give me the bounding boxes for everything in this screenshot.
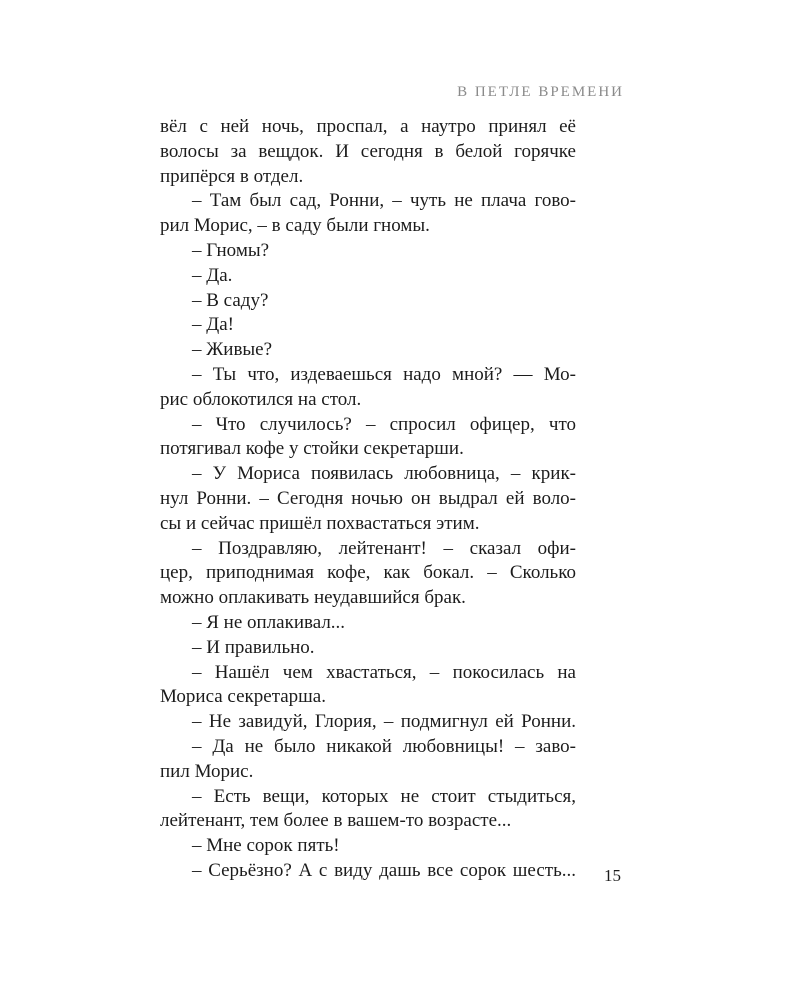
text-line: – Живые?	[192, 339, 273, 361]
text-line: – Да не было никакой любовницы! – заво-	[192, 735, 576, 757]
text-line: припёрся в отдел.	[160, 165, 304, 187]
text-line: – Я не оплакивал...	[192, 611, 346, 633]
body-text	[160, 115, 576, 884]
text-line: сы и сейчас пришёл похвастаться этим.	[160, 512, 480, 534]
text-line: вёл с ней ночь, проспал, а наутро принял её	[160, 116, 576, 137]
text-line: – Серьёзно? А с виду дашь все сорок шесть...	[192, 859, 576, 881]
page-number: 15	[604, 866, 621, 885]
text-line: – И правильно.	[192, 636, 315, 658]
text-line: – Гномы?	[192, 239, 270, 261]
text-line: – Да!	[192, 314, 234, 336]
text-line: – Есть вещи, которых не стоит стыдиться,	[192, 785, 576, 807]
text-line: можно оплакивать неудавшийся брак.	[160, 587, 466, 609]
text-line: – Там был сад, Ронни, – чуть не плача гово-	[192, 190, 576, 212]
text-line: – Поздравляю, лейтенант! – сказал офи-	[192, 537, 576, 559]
text-line: Мориса секретарша.	[160, 686, 326, 708]
text-line: – Ты что, издеваешься надо мной? — Мо-	[192, 363, 576, 385]
text-line: цер, приподнимая кофе, как бокал. – Сколько	[160, 562, 576, 584]
text-line: пил Морис.	[160, 760, 254, 782]
text-line: – В саду?	[192, 289, 269, 311]
text-line: – Что случилось? – спросил офицер, что	[192, 413, 576, 435]
text-line: – Да.	[192, 264, 233, 286]
text-line: волосы за вещдок. И сегодня в белой горячке	[160, 140, 576, 162]
text-line: – У Мориса появилась любовница, – крик-	[192, 463, 576, 485]
text-line: – Нашёл чем хвастаться, – покосилась на	[192, 661, 576, 683]
text-line: нул Ронни. – Сегодня ночью он выдрал ей воло-	[160, 487, 576, 509]
text-line: рис облокотился на стол.	[160, 388, 362, 410]
running-head: В ПЕТЛЕ ВРЕМЕНИ	[457, 84, 624, 100]
text-line: – Мне сорок пять!	[192, 835, 340, 857]
text-line: – Не завидуй, Глория, – подмигнул ей Ронни.	[192, 711, 576, 733]
text-line: лейтенант, тем более в вашем-то возрасте...	[160, 810, 512, 832]
text-line: потягивал кофе у стойки секретарши.	[160, 438, 464, 460]
text-line: рил Морис, – в саду были гномы.	[160, 215, 430, 237]
